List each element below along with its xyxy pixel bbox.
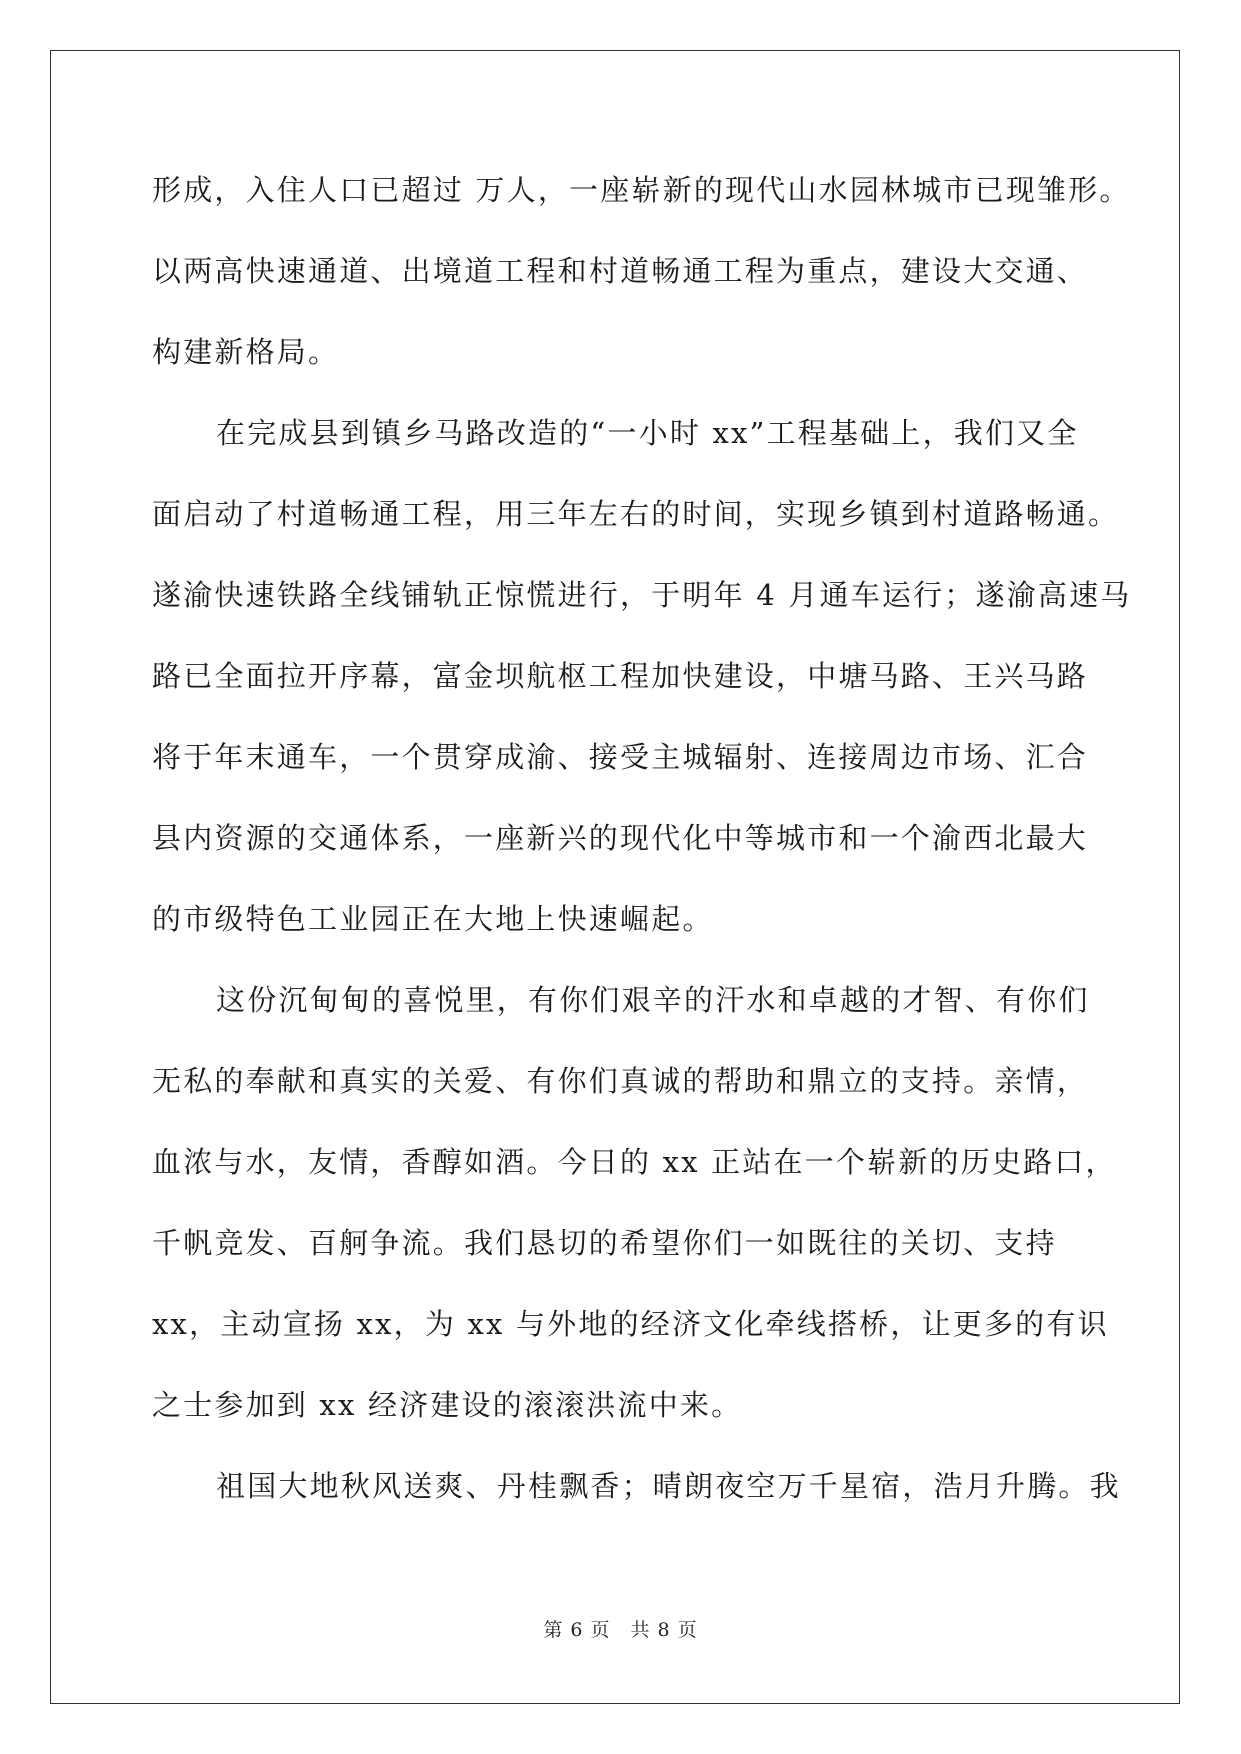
- text-line: 千帆竞发、百舸争流。我们恳切的希望你们一如既往的关切、支持: [152, 1226, 1057, 1260]
- text-line: 无私的奉献和真实的关爱、有你们真诚的帮助和鼎立的支持。亲情，: [152, 1064, 1089, 1098]
- paragraph-start-line: 在完成县到镇乡马路改造的“一小时 xx”工程基础上，我们又全: [216, 416, 1079, 450]
- text-line: 构建新格局。: [152, 335, 340, 369]
- text-line: 形成，入住人口已超过 万人，一座崭新的现代山水园林城市已现雏形。: [152, 173, 1131, 207]
- text-line: 遂渝快速铁路全线铺轨正惊慌进行，于明年 4 月通车运行；遂渝高速马: [152, 578, 1132, 612]
- text-line: 之士参加到 xx 经济建设的滚滚洪流中来。: [152, 1388, 743, 1422]
- paragraph-start-line: 祖国大地秋风送爽、丹桂飘香；晴朗夜空万千星宿，浩月升腾。我: [216, 1469, 1121, 1503]
- text-line: 县内资源的交通体系，一座新兴的现代化中等城市和一个渝西北最大: [152, 821, 1089, 855]
- page-number: 第 6 页 共 8 页: [543, 1619, 698, 1641]
- paragraph-start-line: 这份沉甸甸的喜悦里，有你们艰辛的汗水和卓越的才智、有你们: [216, 983, 1090, 1017]
- text-line: 面启动了村道畅通工程，用三年左右的时间，实现乡镇到村道路畅通。: [152, 497, 1120, 531]
- text-line: xx，主动宣扬 xx，为 xx 与外地的经济文化牵线搭桥，让更多的有识: [152, 1307, 1109, 1341]
- text-line: 路已全面拉开序幕，富金坝航枢工程加快建设，中塘马路、王兴马路: [152, 659, 1089, 693]
- text-line: 以两高快速通道、出境道工程和村道畅通工程为重点，建设大交通、: [152, 254, 1089, 288]
- text-line: 将于年末通车，一个贯穿成渝、接受主城辐射、连接周边市场、汇合: [152, 740, 1089, 774]
- text-line: 血浓与水，友情，香醇如酒。今日的 xx 正站在一个崭新的历史路口，: [152, 1145, 1117, 1179]
- text-line: 的市级特色工业园正在大地上快速崛起。: [152, 902, 714, 936]
- document-body: [152, 160, 1132, 1537]
